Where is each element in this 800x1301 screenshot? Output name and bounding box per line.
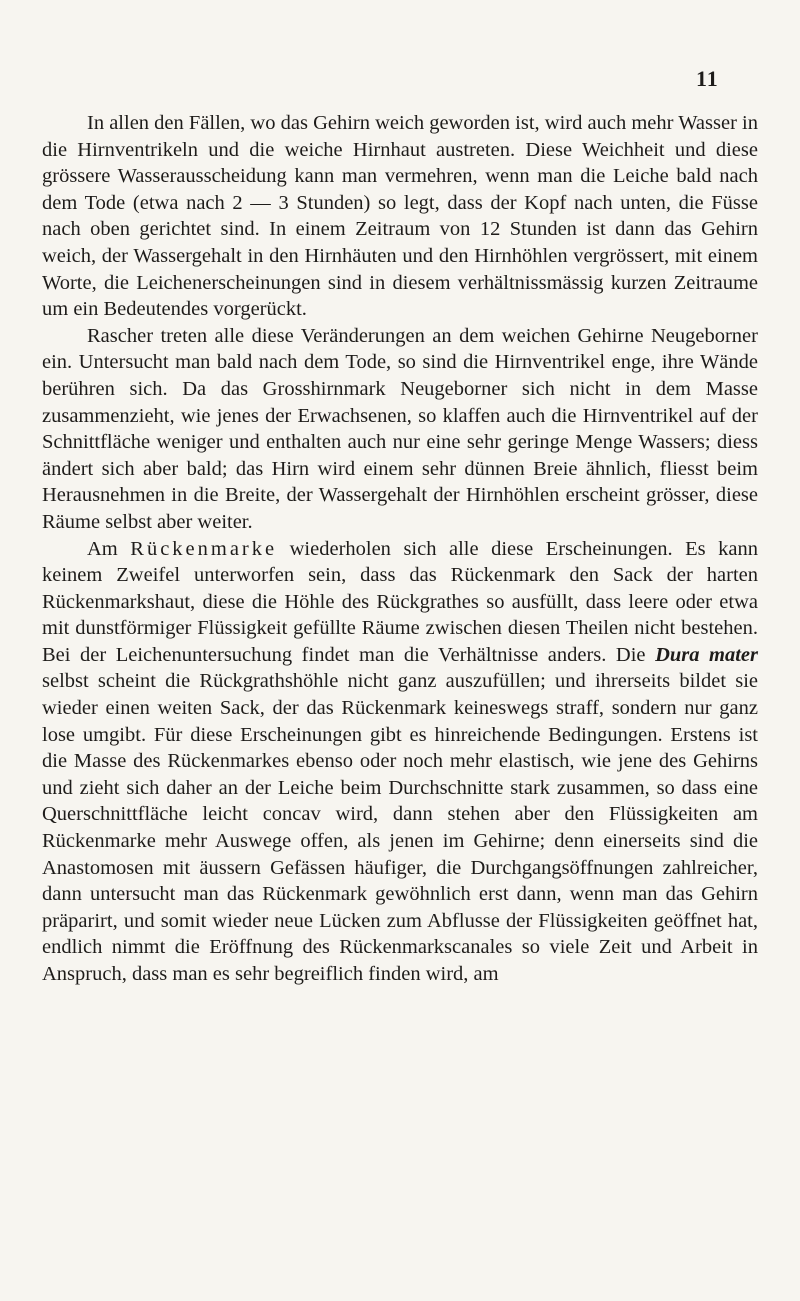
paragraph-2: Rascher treten alle diese Veränderungen an dem weichen Gehirne Neugeborner ein. Untersucht man bald nach dem Tode, so sind die Hirnventrikel enge, ihre Wände berühren sich. Da das Grosshirnmark Neugeborner sich nicht in dem Masse zusammenzieht, wie jenes der Erwachsenen, so klaffen auch die Hirnventrikel auf der Schnittfläche weniger und enthalten auch nur eine sehr geringe Menge Wassers; diess ändert sich aber bald; das Hirn wird einem sehr dünnen Breie ähnlich, fliesst beim Herausnehmen in die Breite, der Wassergehalt der Hirnhöhlen erscheint grösser, diese Räume selbst aber weiter. <box>42 324 758 533</box>
paragraph-3-text-a: wiederholen sich alle diese Erscheinungen. Es kann keinem Zweifel unterworfen sein, dass das Rückenmark den Sack der harten Rückenmarkshaut, diese die Höhle des Rückgrathes so ausfüllt, dass leere oder etwa mit dunstförmiger Flüssigkeit gefüllte Räume zwischen diesen Theilen nicht bestehen. Bei der Leichenuntersuchung findet man die Verhältnisse anders. Die <box>42 537 759 666</box>
body-text <box>42 110 758 988</box>
paragraph-3 <box>42 536 758 988</box>
emphasis-rueckenmarke: Rückenmarke <box>130 537 278 560</box>
term-dura-mater: Dura mater <box>655 643 758 666</box>
paragraph-1: In allen den Fällen, wo das Gehirn weich geworden ist, wird auch mehr Wasser in die Hirnventrikeln und die weiche Hirnhaut austreten. Diese Weichheit und diese grössere Wasserausscheidung kann man vermehren, wenn man die Leiche bald nach dem Tode (etwa nach 2 — 3 Stunden) so legt, dass der Kopf nach unten, die Füsse nach oben gerichtet sind. In einem Zeitraum von 12 Stunden ist dann das Gehirn weich, der Wassergehalt in den Hirnhäuten und den Hirnhöhlen vergrössert, mit einem Worte, die Leichenerscheinungen sind in diesem verhältnissmässig kurzen Zeitraume um ein Bedeutendes vorgerückt. <box>42 112 758 321</box>
paragraph-3-prefix: Am <box>87 537 131 560</box>
page-number: 11 <box>696 66 719 91</box>
paragraph-3-text-b: selbst scheint die Rückgrathshöhle nicht ganz auszufüllen; und ihrerseits bildet sie wieder einen weiten Sack, der das Rückenmark keineswegs straff, sondern nur ganz lose umgibt. Für diese Erscheinungen gibt es hinreichende Bedingungen. Erstens ist die Masse des Rückenmarkes ebenso oder noch mehr elastisch, wie jene des Gehirns und zieht sich daher an der Leiche beim Durchschnitte stark zusammen, so dass eine Querschnittfläche leicht concav wird, dann stehen aber den Flüssigkeiten am Rückenmarke mehr Auswege offen, als jenen im Gehirne; denn einerseits sind die Anastomosen mit äussern Gefässen häufiger, die Durchgangsöffnungen zahlreicher, dann untersucht man das Rückenmark gewöhnlich erst dann, wenn man das Gehirn präparirt, und somit wieder neue Lücken zum Abflusse der Flüssigkeiten geöffnet hat, endlich nimmt die Eröffnung des Rückenmarkscanales so viele Zeit und Arbeit in Anspruch, dass man es sehr begreiflich finden wird, am <box>42 670 758 985</box>
